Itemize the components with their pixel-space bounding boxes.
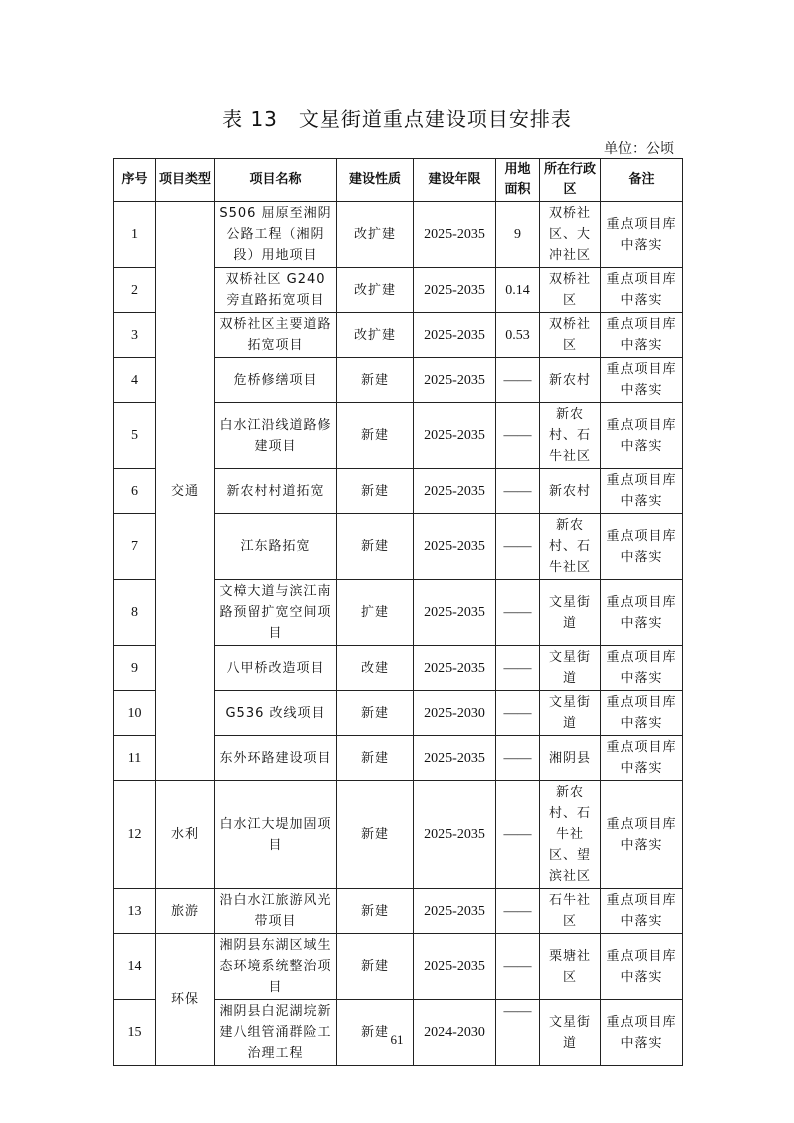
name-cell: 东外环路建设项目 bbox=[215, 736, 337, 781]
years-cell: 2025-2035 bbox=[414, 514, 496, 580]
category-cell: 环保 bbox=[156, 934, 215, 1066]
district-cell: 文星街道 bbox=[540, 580, 601, 646]
header-nature: 建设性质 bbox=[337, 159, 414, 202]
project-table bbox=[113, 158, 683, 1066]
years-cell: 2025-2035 bbox=[414, 469, 496, 514]
nature-cell: 新建 bbox=[337, 469, 414, 514]
seq-cell: 7 bbox=[114, 514, 156, 580]
name-cell: 新农村村道拓宽 bbox=[215, 469, 337, 514]
nature-cell: 新建 bbox=[337, 736, 414, 781]
years-cell: 2025-2035 bbox=[414, 646, 496, 691]
years-cell: 2025-2030 bbox=[414, 691, 496, 736]
years-cell: 2025-2035 bbox=[414, 202, 496, 268]
header-area: 用地面积 bbox=[496, 159, 540, 202]
note-cell: 重点项目库中落实 bbox=[601, 889, 683, 934]
nature-cell: 新建 bbox=[337, 934, 414, 1000]
area-cell: —— bbox=[496, 934, 540, 1000]
area-cell: —— bbox=[496, 889, 540, 934]
district-cell: 新农村、石牛社区 bbox=[540, 403, 601, 469]
name-cell: 白水江大堤加固项目 bbox=[215, 781, 337, 889]
seq-cell: 13 bbox=[114, 889, 156, 934]
name-cell: 沿白水江旅游风光带项目 bbox=[215, 889, 337, 934]
note-cell: 重点项目库中落实 bbox=[601, 580, 683, 646]
page-title: 表 13 文星街道重点建设项目安排表 bbox=[222, 107, 572, 131]
nature-cell: 新建 bbox=[337, 889, 414, 934]
years-cell: 2025-2035 bbox=[414, 781, 496, 889]
header-seq: 序号 bbox=[114, 159, 156, 202]
note-cell: 重点项目库中落实 bbox=[601, 313, 683, 358]
nature-cell: 改扩建 bbox=[337, 313, 414, 358]
note-cell: 重点项目库中落实 bbox=[601, 934, 683, 1000]
name-cell: 文樟大道与滨江南路预留扩宽空间项目 bbox=[215, 580, 337, 646]
name-cell: 江东路拓宽 bbox=[215, 514, 337, 580]
nature-cell: 改扩建 bbox=[337, 202, 414, 268]
header-years: 建设年限 bbox=[414, 159, 496, 202]
area-cell: —— bbox=[496, 736, 540, 781]
note-cell: 重点项目库中落实 bbox=[601, 736, 683, 781]
district-cell: 湘阴县 bbox=[540, 736, 601, 781]
seq-cell: 1 bbox=[114, 202, 156, 268]
years-cell: 2025-2035 bbox=[414, 580, 496, 646]
name-cell: 危桥修缮项目 bbox=[215, 358, 337, 403]
note-cell: 重点项目库中落实 bbox=[601, 691, 683, 736]
note-cell: 重点项目库中落实 bbox=[601, 781, 683, 889]
district-cell: 双桥社区 bbox=[540, 313, 601, 358]
area-cell: —— bbox=[496, 580, 540, 646]
district-cell: 文星街道 bbox=[540, 646, 601, 691]
seq-cell: 5 bbox=[114, 403, 156, 469]
table-row bbox=[114, 781, 683, 889]
name-cell: S506 屈原至湘阴公路工程（湘阴段）用地项目 bbox=[215, 202, 337, 268]
district-cell: 文星街道 bbox=[540, 691, 601, 736]
name-cell: 双桥社区主要道路拓宽项目 bbox=[215, 313, 337, 358]
nature-cell: 新建 bbox=[337, 403, 414, 469]
seq-cell: 6 bbox=[114, 469, 156, 514]
table-row bbox=[114, 934, 683, 1000]
header-row bbox=[114, 159, 683, 202]
page-number: 61 bbox=[390, 1032, 404, 1047]
area-cell: —— bbox=[496, 469, 540, 514]
nature-cell: 新建 bbox=[337, 358, 414, 403]
years-cell: 2025-2035 bbox=[414, 313, 496, 358]
seq-cell: 12 bbox=[114, 781, 156, 889]
area-cell: —— bbox=[496, 1000, 540, 1066]
nature-cell: 扩建 bbox=[337, 580, 414, 646]
seq-cell: 8 bbox=[114, 580, 156, 646]
district-cell: 双桥社区、大冲社区 bbox=[540, 202, 601, 268]
name-cell: 湘阴县东湖区域生态环境系统整治项目 bbox=[215, 934, 337, 1000]
note-cell: 重点项目库中落实 bbox=[601, 1000, 683, 1066]
seq-cell: 14 bbox=[114, 934, 156, 1000]
district-cell: 新农村、石牛社区、望滨社区 bbox=[540, 781, 601, 889]
name-cell: 白水江沿线道路修建项目 bbox=[215, 403, 337, 469]
seq-cell: 2 bbox=[114, 268, 156, 313]
note-cell: 重点项目库中落实 bbox=[601, 358, 683, 403]
years-cell: 2025-2035 bbox=[414, 934, 496, 1000]
district-cell: 文星街道 bbox=[540, 1000, 601, 1066]
header-name: 项目名称 bbox=[215, 159, 337, 202]
category-cell: 旅游 bbox=[156, 889, 215, 934]
unit-label: 单位：公顷 bbox=[604, 141, 674, 157]
header-note: 备注 bbox=[601, 159, 683, 202]
years-cell: 2025-2035 bbox=[414, 268, 496, 313]
header-district: 所在行政区 bbox=[540, 159, 601, 202]
area-cell: —— bbox=[496, 646, 540, 691]
note-cell: 重点项目库中落实 bbox=[601, 469, 683, 514]
seq-cell: 4 bbox=[114, 358, 156, 403]
years-cell: 2025-2035 bbox=[414, 736, 496, 781]
name-cell: 双桥社区 G240 旁直路拓宽项目 bbox=[215, 268, 337, 313]
seq-cell: 15 bbox=[114, 1000, 156, 1066]
years-cell: 2025-2035 bbox=[414, 403, 496, 469]
note-cell: 重点项目库中落实 bbox=[601, 514, 683, 580]
years-cell: 2024-2030 bbox=[414, 1000, 496, 1066]
name-cell: 八甲桥改造项目 bbox=[215, 646, 337, 691]
seq-cell: 11 bbox=[114, 736, 156, 781]
nature-cell: 改扩建 bbox=[337, 268, 414, 313]
area-cell: —— bbox=[496, 514, 540, 580]
category-cell: 交通 bbox=[156, 202, 215, 781]
table-row bbox=[114, 889, 683, 934]
note-cell: 重点项目库中落实 bbox=[601, 202, 683, 268]
seq-cell: 10 bbox=[114, 691, 156, 736]
seq-cell: 9 bbox=[114, 646, 156, 691]
district-cell: 新农村、石牛社区 bbox=[540, 514, 601, 580]
category-cell: 水利 bbox=[156, 781, 215, 889]
nature-cell: 新建 bbox=[337, 781, 414, 889]
area-cell: 0.53 bbox=[496, 313, 540, 358]
years-cell: 2025-2035 bbox=[414, 889, 496, 934]
seq-cell: 3 bbox=[114, 313, 156, 358]
nature-cell: 新建 bbox=[337, 514, 414, 580]
nature-cell: 新建 bbox=[337, 691, 414, 736]
header-category: 项目类型 bbox=[156, 159, 215, 202]
name-cell: G536 改线项目 bbox=[215, 691, 337, 736]
name-cell: 湘阴县白泥湖垸新建八组管涌群险工治理工程 bbox=[215, 1000, 337, 1066]
district-cell: 双桥社区 bbox=[540, 268, 601, 313]
area-cell: —— bbox=[496, 691, 540, 736]
nature-cell: 新建 bbox=[337, 1000, 414, 1066]
area-cell: —— bbox=[496, 403, 540, 469]
area-cell: —— bbox=[496, 358, 540, 403]
area-cell: 0.14 bbox=[496, 268, 540, 313]
note-cell: 重点项目库中落实 bbox=[601, 403, 683, 469]
district-cell: 新农村 bbox=[540, 469, 601, 514]
area-cell: 9 bbox=[496, 202, 540, 268]
note-cell: 重点项目库中落实 bbox=[601, 646, 683, 691]
district-cell: 石牛社区 bbox=[540, 889, 601, 934]
nature-cell: 改建 bbox=[337, 646, 414, 691]
area-cell: —— bbox=[496, 781, 540, 889]
table-row bbox=[114, 202, 683, 268]
years-cell: 2025-2035 bbox=[414, 358, 496, 403]
note-cell: 重点项目库中落实 bbox=[601, 268, 683, 313]
district-cell: 新农村 bbox=[540, 358, 601, 403]
district-cell: 栗塘社区 bbox=[540, 934, 601, 1000]
